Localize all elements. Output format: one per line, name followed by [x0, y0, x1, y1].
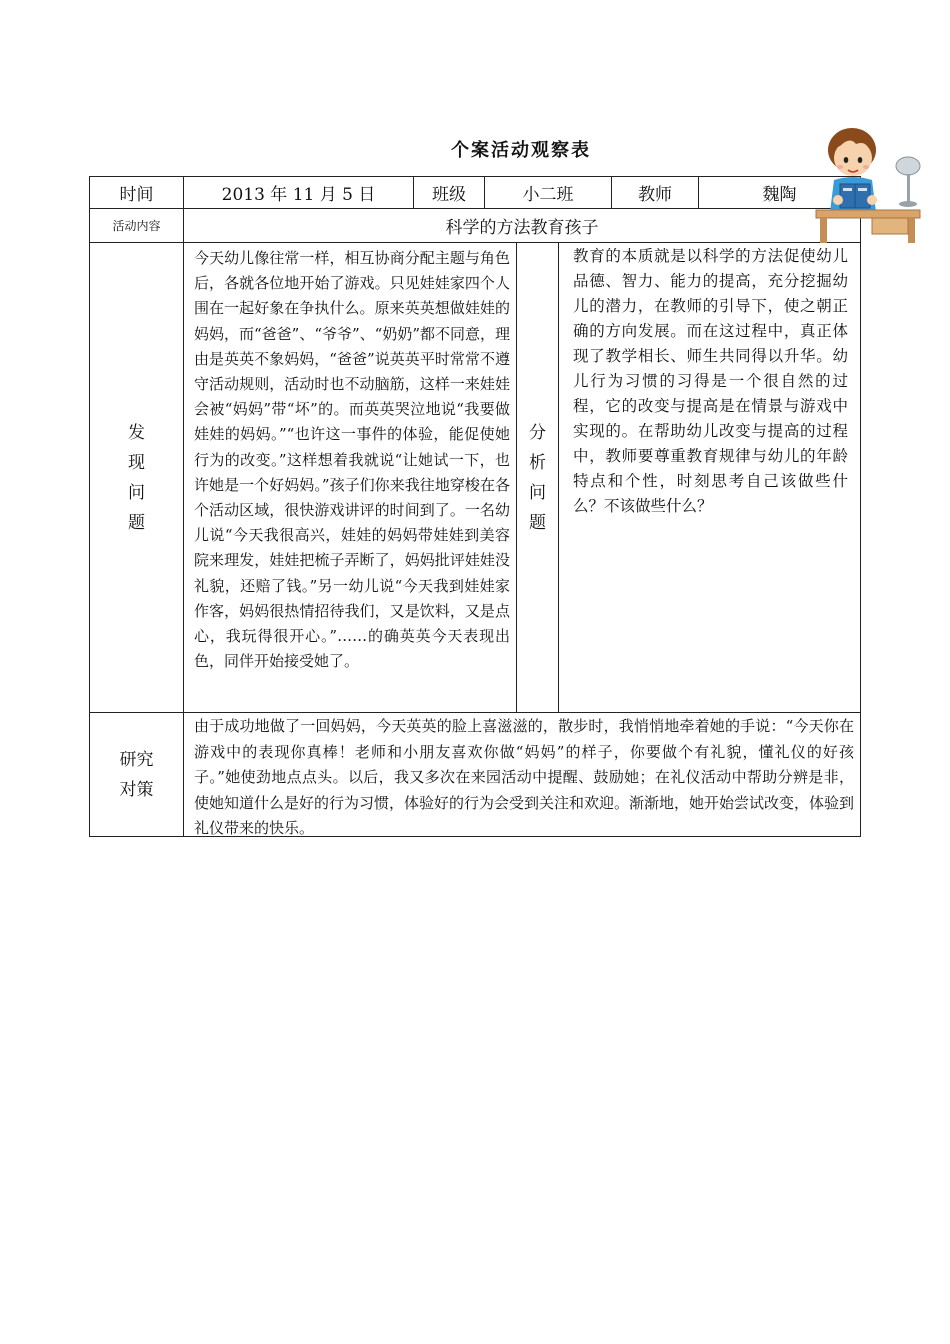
discovery-label-cell — [89, 242, 184, 713]
analysis-text: 教育的本质就是以科学的方法促使幼儿品德、智力、能力的提高，充分挖掘幼儿的潜力，在教师的引导下，使之朝正确的方向发展。而在这过程中，真正体现了教学相长、师生共同得以升华。幼儿行为习惯的习得是一个很自然的过程，它的改变与提高是在情景与游戏中实现的。在帮助幼儿改变与提高的过程中，教师要尊重教育规律与幼儿的年龄特点和个性，时刻思考自己该做些什么？不该做些什么？ — [573, 247, 848, 515]
desk-lamp-icon — [896, 157, 920, 207]
activity-label: 活动内容 — [89, 208, 184, 243]
strategy-text: 由于成功地做了一回妈妈，今天英英的脸上喜滋滋的，散步时，我悄悄地牵着她的手说：“今天你在游戏中的表现你真棒！老师和小朋友喜欢你做“妈妈”的样子，你要做个有礼貌，懂礼仪的好孩子。”她使劲地点点头。以后，我又多次在来园活动中提醒、鼓励她；在礼仪活动中帮助分辨是非，使她知道什么是好的行为习惯，体验好的行为会受到关注和欢迎。渐渐地，她开始尝试改变，体验到礼仪带来的快乐。 — [194, 717, 855, 837]
teacher-value: 魏陶 — [698, 176, 861, 209]
page-title: 个案活动观察表 — [451, 140, 591, 161]
discovery-text: 今天幼儿像往常一样，相互协商分配主题与角色后，各就各位地开始了游戏。只见娃娃家四个人围在一起好象在争执什么。原来英英想做娃娃的妈妈，而“爸爸”、“爷爷”、“奶奶”都不同意，理由是英英不象妈妈，“爸爸”说英英平时常常不遵守活动规则，活动时也不动脑筋，这样一来娃娃会被“妈妈”带“坏”的。而英英哭泣地说“我要做娃娃的妈妈。”“也许这一事件的体验，能促使她行为的改变。”这样想着我就说“让她试一下，也许她是一个好妈妈。”孩子们你来我往地穿梭在各个活动区域，很快游戏讲评的时间到了。一名幼儿说“今天我很高兴，娃娃的妈妈带娃娃到美容院来理发，娃娃把梳子弄断了，妈妈批评娃娃没礼貌，还赔了钱。”另一幼儿说“今天我到娃娃家作客，妈妈很热情招待我们，又是饮料，又是点心，我玩得很开心。”……的确英英今天表现出色，同伴开始接受她了。 — [194, 249, 511, 671]
reading-child-illustration — [812, 120, 922, 245]
discovery-cell — [183, 242, 517, 713]
strategy-label-cell — [89, 712, 184, 837]
strategy-cell — [183, 712, 861, 837]
analysis-label: 分 析 问 题 — [529, 422, 546, 533]
class-label: 班级 — [413, 176, 485, 209]
class-value: 小二班 — [484, 176, 612, 209]
book-icon — [840, 184, 870, 208]
analysis-cell — [558, 242, 861, 713]
time-value: 2013 年 11 月 5 日 — [183, 176, 414, 209]
activity-value: 科学的方法教育孩子 — [183, 208, 861, 243]
observation-table — [89, 176, 861, 837]
time-label: 时间 — [89, 176, 184, 209]
analysis-label-cell — [516, 242, 559, 713]
discovery-label: 发 现 问 题 — [128, 422, 145, 533]
teacher-label: 教师 — [611, 176, 699, 209]
strategy-label: 研究 对策 — [119, 749, 154, 800]
